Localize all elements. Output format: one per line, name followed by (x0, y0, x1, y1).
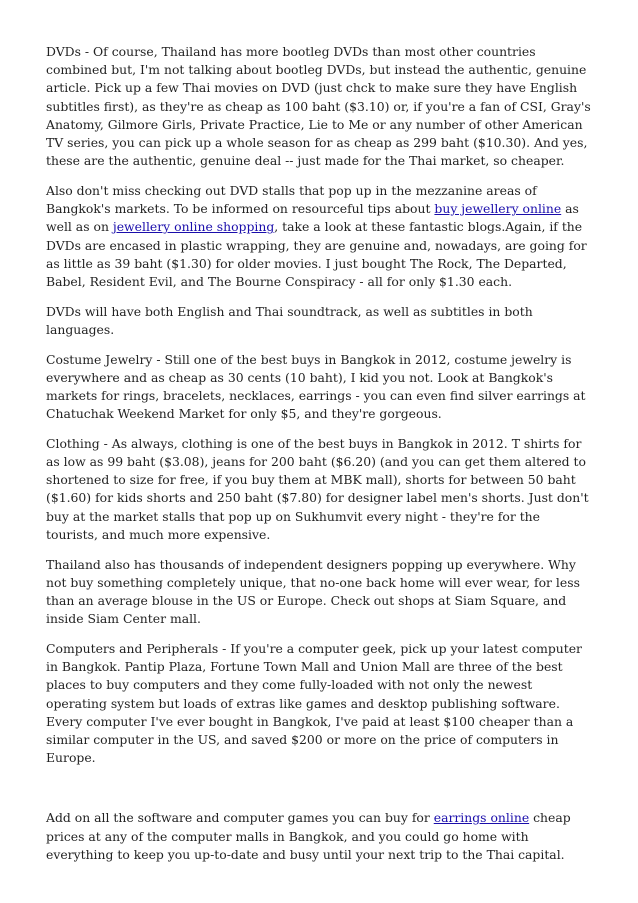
paragraph-text: as well as on (46, 201, 579, 235)
paragraph-text: Add on all the software and computer games you can buy for (46, 810, 434, 826)
link-earrings-online[interactable]: earrings online (433, 810, 530, 826)
paragraph-clothing: Clothing - As always, clothing is one of the best buys in Bangkok in 2012. T shirts for as low as 99 baht ($3.08), jeans for 200 baht ($6.20) (and you can get them altered to shortened to size for free, if you buy them at MBK mall), shorts for between 50 baht ($1.60) for kids shorts and 250 baht ($7.80) for designer label men's shorts. Just don't buy at the market stalls that pop up on Sukhumvit every night - they're for the tourists, and much more expensive. (46, 435, 589, 542)
paragraph-designers: Thailand also has thousands of independent designers popping up everywhere. Why not buy something completely unique, that no-one back home will ever wear, for less than an average blouse in the US or Europe. Check out shops at Siam Square, and inside Siam Center mall. (46, 556, 580, 627)
paragraph-soundtrack: DVDs will have both English and Thai soundtrack, as well as subtitles in both languages. (46, 303, 533, 337)
link-buy-jewellery-online[interactable]: buy jewellery online (434, 201, 562, 217)
paragraph-dvds: DVDs - Of course, Thailand has more bootleg DVDs than most other countries combined but, I'm not talking about bootleg DVDs, but instead the authentic, genuine article. Pick up a few Thai movies on DVD (just chck to make sure they have English subtitles first), as they're as cheap as 100 baht ($3.10) or, if you're a fan of CSI, Gray's Anatomy, Gilmore Girls, Private Practice, Lie to Me or any number of other American TV series, you can pick up a whole season for as cheap as 299 baht ($10.30). And yes, these are the authentic, genuine deal -- just made for the Thai market, so cheaper. (46, 44, 591, 169)
paragraph-text: Also don't miss checking out DVD stalls that pop up in the mezzanine areas of Bangkok's markets. To be informed on resourceful tips about (46, 182, 537, 217)
paragraph-software (46, 809, 592, 864)
paragraph-dvd-stalls (46, 182, 592, 291)
paragraph-text: , take a look at these fantastic blogs.Again, if the DVDs are encased in plastic wrapping, they are genuine and, nowadays, are going for as little as 39 baht ($1.30) for older movies. I just bought The Rock, The Departed, Babel, Resident Evil, and The Bourne Conspiracy - all for only $1.30 each. (46, 219, 587, 289)
link-jewellery-online-shopping[interactable]: jewellery online shopping (112, 219, 275, 235)
paragraph-costume-jewelry: Costume Jewelry - Still one of the best buys in Bangkok in 2012, costume jewelry is everywhere and as cheap as 30 cents (10 baht), I kid you not. Look at Bangkok's markets for rings, bracelets, necklaces, earrings - you can even find silver earrings at Chatuchak Weekend Market for only $5, and they're gorgeous. (46, 351, 586, 422)
paragraph-computers: Computers and Peripherals - If you're a computer geek, pick up your latest computer in Bangkok. Pantip Plaza, Fortune Town Mall and Union Mall are three of the best places to buy computers and they come fully-loaded with not only the newest operating system but loads of extras like games and desktop publishing software. Every computer I've ever bought in Bangkok, I've paid at least $100 cheaper than a similar computer in the US, and saved $200 or more on the price of computers in Europe. (46, 640, 582, 766)
paragraph-text: cheap prices at any of the computer malls in Bangkok, and you could go home with everything to keep you up-to-date and busy until your next trip to the Thai capital. (46, 810, 571, 862)
